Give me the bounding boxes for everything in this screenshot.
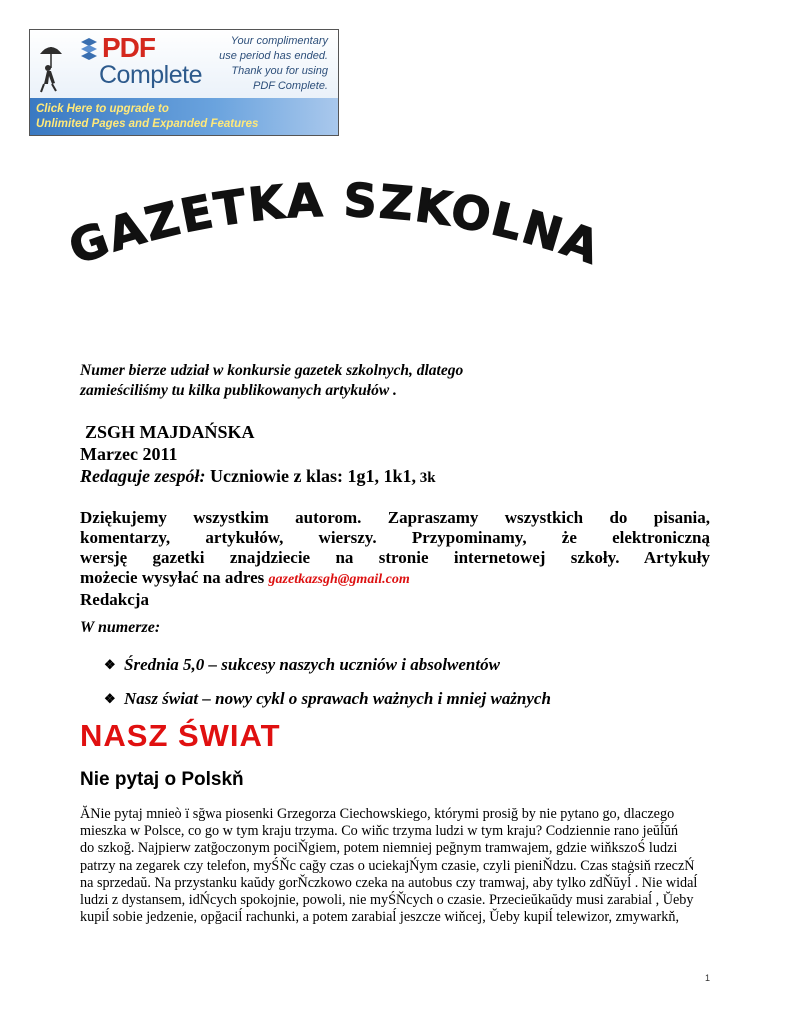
toc-item-text: Średnia 5,0 – sukcesy naszych uczniów i absolwentów — [124, 655, 500, 674]
toc-item-text: Nasz świat – nowy cykl o sprawach ważnych i mniej ważnych — [124, 689, 551, 708]
title-textpath: AZETKA SZKOLN — [101, 180, 571, 263]
newspaper-title — [70, 180, 600, 300]
banner-expired-note — [188, 34, 328, 94]
article-line: mieszka w Polsce, co go w tym kraju trzyma. Co wiňc trzyma ludzi w tym kraju? Codziennie rano jeŭĺŭń — [80, 823, 679, 840]
editors-tail: 3k — [416, 470, 436, 486]
editors-label: Redaguje zespół: — [80, 466, 206, 486]
intro-line: Numer bierze udział w konkursie gazetek szkolnych, dlatego — [80, 362, 464, 379]
article-title: Nie pytaj o Polskň — [80, 769, 244, 790]
page-number: 1 — [705, 973, 711, 983]
pdf-complete-upgrade-banner[interactable] — [29, 29, 339, 136]
email-link[interactable]: gazetkazsgh@gmail.com — [268, 572, 410, 587]
issue-date: Marzec 2011 — [80, 444, 178, 464]
cta-line[interactable]: Click Here to upgrade to — [36, 103, 169, 115]
toc-item — [104, 648, 551, 682]
article-line: na sprzedaŭ. Na przystanku kaŭdy gorŇczkowo czeka na autobus czy tramwaj, aby tylko zdŇŭyĺ . Nie widaĺ — [80, 874, 698, 891]
note-line: use period has ended. — [219, 50, 328, 62]
thanks-line: Dziękujemy wszystkim autorom. Zapraszamy wszystkich do pisania, — [80, 508, 710, 527]
logo-complete-text: Complete — [99, 61, 202, 89]
intro-line: zamieściliśmy tu kilka publikowanych artykułów . — [80, 382, 397, 399]
title-text — [70, 180, 600, 275]
upgrade-link[interactable] — [30, 98, 338, 136]
diamond-bullet-icon: ❖ — [104, 657, 116, 672]
thanks-paragraph — [80, 508, 710, 610]
section-heading: NASZ ŚWIAT — [80, 718, 281, 753]
school-name: ZSGH MAJDAŃSKA — [85, 422, 255, 442]
toc-item — [104, 682, 551, 716]
upgrade-link-text[interactable] — [36, 102, 258, 132]
umbrella-person-icon — [36, 38, 66, 94]
send-line — [80, 568, 710, 590]
intro-paragraph — [80, 361, 640, 401]
article-line: ludzi z dystansem, idŃcych spokojnie, powoli, nie myŚŇcych o czasie. Przecieŭkaŭdy musi zarabiaĺ , Ŭeby — [80, 892, 694, 909]
thanks-line: wersję gazetki znajdziecie na stronie internetowej szkoły. Artykuły — [80, 548, 710, 567]
diamond-bullet-icon: ❖ — [104, 691, 116, 706]
cta-line[interactable]: Unlimited Pages and Expanded Features — [36, 118, 259, 130]
editors-line — [80, 465, 436, 489]
article-line: kupiĺ sobie jedzenie, opğaciĺ rachunki, a potem zarabiaĺ jeszcze wiňcej, Ŭeby kupiĺ telewizor, zmywarkň, — [80, 909, 680, 926]
stacked-arrows-icon — [78, 38, 100, 66]
article-line: do szkoğ. Najpierw zatğoczonym pociŇgiem, potem niemniej peğnym tramwajem, gdzie wiňkszoŚ ludzi — [80, 840, 678, 857]
title-wordart — [70, 180, 600, 300]
table-of-contents — [104, 648, 551, 716]
note-line: PDF Complete. — [253, 80, 328, 92]
article-body — [80, 806, 711, 926]
signature: Redakcja — [80, 590, 149, 609]
masthead-info — [80, 421, 436, 489]
article-line: ĂNie pytaj mnieò ï sğwa piosenki Grzegorza Ciechowskiego, którymi prosiğ by nie pytano go, dlaczego — [80, 806, 675, 822]
banner-logo-area — [30, 30, 338, 98]
note-line: Your complimentary — [230, 35, 328, 47]
article-line: patrzy na zegarek czy telefon, myŚŇc cağy czas o uciekajŃym czasie, czyli pieniŇdzu. Czas staġsiň rzeczŃ — [80, 857, 695, 874]
editors-value: Uczniowie z klas: 1g1, 1k1, — [205, 466, 416, 486]
note-line: Thank you for using — [231, 65, 328, 77]
logo-pdf-text: PDF — [102, 32, 155, 63]
in-issue-label: W numerze: — [80, 619, 161, 636]
send-prefix: możecie wysyłać na adres — [80, 568, 269, 587]
thanks-line: komentarzy, artykułów, wierszy. Przypominamy, że elektroniczną — [80, 528, 710, 547]
